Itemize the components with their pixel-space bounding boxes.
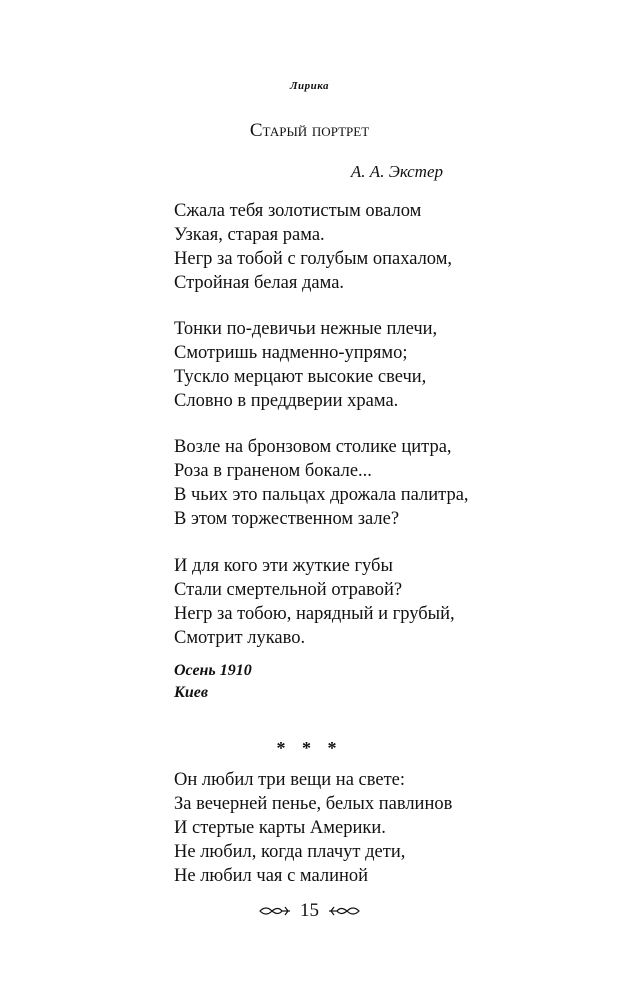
- fleuron-left-icon: [258, 904, 292, 918]
- verse-line: Он любил три вещи на свете:: [174, 770, 406, 790]
- verse-line: И для кого эти жуткие губы: [174, 556, 393, 576]
- stanza-4: [174, 554, 455, 650]
- verse-line: Роза в граненом бокале...: [174, 461, 372, 481]
- verse-line: Не любил чая с малиной: [174, 866, 369, 886]
- verse-line: Смотрит лукаво.: [174, 628, 306, 648]
- verse-line: Узкая, старая рама.: [174, 225, 325, 245]
- verse-line: Не любил, когда плачут дети,: [174, 842, 406, 862]
- fleuron-right-icon: [327, 904, 361, 918]
- verse-line: В этом торжественном зале?: [174, 509, 400, 529]
- verse-line: За вечерней пенье, белых павлинов: [174, 794, 453, 814]
- poem-place: Киев: [174, 684, 208, 701]
- running-head: Лирика: [289, 80, 330, 92]
- poem-date: Осень 1910: [174, 662, 252, 679]
- verse-line: Возле на бронзовом столике цитра,: [174, 437, 452, 457]
- verse-line: И стертые карты Америки.: [174, 818, 386, 838]
- verse-line: Стали смертельной отравой?: [174, 580, 403, 600]
- verse-line: Тускло мерцают высокие свечи,: [174, 367, 427, 387]
- verse-line: Негр за тобой с голубым опахалом,: [174, 249, 453, 269]
- next-poem-stanza: [174, 768, 452, 888]
- asterism: * * *: [276, 738, 343, 758]
- verse-line: Словно в преддверии храма.: [174, 391, 399, 411]
- verse-line: Стройная белая дама.: [174, 273, 345, 293]
- page-footer: [0, 900, 619, 922]
- verse-line: В чьих это пальцах дрожала палитра,: [174, 485, 469, 505]
- stanza-3: [174, 435, 469, 531]
- stanza-2: [174, 317, 437, 413]
- verse-line: Негр за тобою, нарядный и грубый,: [174, 604, 455, 624]
- poem-dateline: [174, 660, 252, 704]
- stanza-1: [174, 199, 452, 295]
- poem-dedication: А. А. Экстер: [350, 162, 443, 181]
- verse-line: Смотришь надменно-упрямо;: [174, 343, 408, 363]
- verse-line: Сжала тебя золотистым овалом: [174, 201, 422, 221]
- poem-title: Старый портрет: [249, 120, 370, 141]
- page-number: 15: [300, 900, 319, 921]
- verse-line: Тонки по-девичьи нежные плечи,: [174, 319, 438, 339]
